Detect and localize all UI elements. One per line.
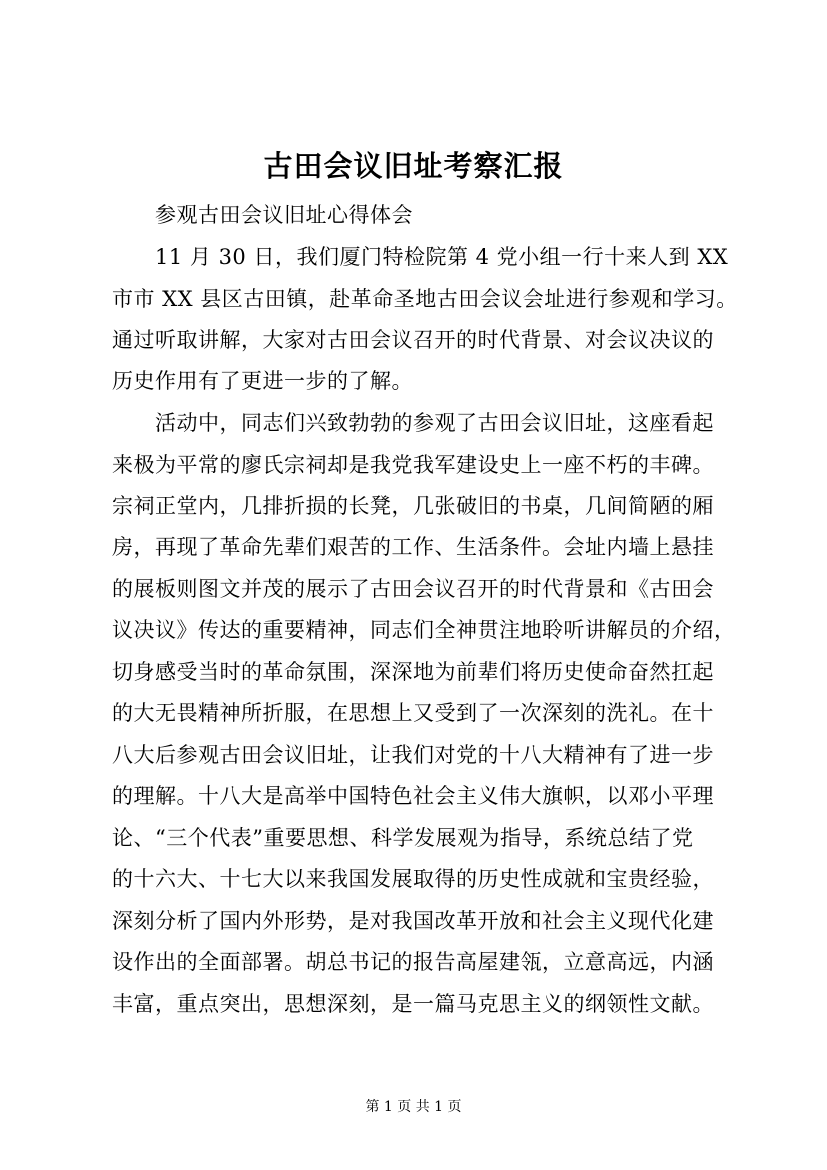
paragraph-line: 论、“三个代表”重要思想、科学发展观为指导，系统总结了党 — [112, 826, 694, 850]
paragraph-line: 活动中，同志们兴致勃勃的参观了古田会议旧址，这座看起 — [155, 411, 714, 435]
paragraph-line: 房，再现了革命先辈们艰苦的工作、生活条件。会址内墙上悬挂 — [112, 535, 714, 559]
paragraph-line: 的大无畏精神所折服，在思想上又受到了一次深刻的洗礼。在十 — [112, 701, 714, 725]
paragraph-line: 深刻分析了国内外形势，是对我国改革开放和社会主义现代化建 — [112, 909, 714, 933]
paragraph-line: 丰富，重点突出，思想深刻，是一篇马克思主义的纲领性文献。 — [112, 992, 714, 1016]
document-title: 古田会议旧址考察汇报 — [263, 149, 564, 183]
paragraph-line: 11 月 30 日，我们厦门特检院第 4 党小组一行十来人到 XX — [155, 245, 729, 269]
paragraph-line: 通过听取讲解，大家对古田会议召开的时代背景、对会议决议的 — [112, 328, 714, 352]
paragraph-line: 宗祠正堂内，几排折损的长凳，几张破旧的书桌，几间简陋的厢 — [112, 494, 714, 518]
page-footer: 第 1 页 共 1 页 — [365, 1099, 462, 1115]
paragraph-line: 议决议》传达的重要精神，同志们全神贯注地聆听讲解员的介绍， — [112, 618, 736, 642]
paragraph-line: 的十六大、十七大以来我国发展取得的历史性成就和宝贵经验， — [112, 867, 714, 891]
paragraph-line: 的展板则图文并茂的展示了古田会议召开的时代背景和《古田会 — [112, 577, 714, 601]
document-subtitle: 参观古田会议旧址心得体会 — [155, 203, 413, 227]
paragraph-line: 历史作用有了更进一步的了解。 — [112, 369, 413, 393]
paragraph-line: 切身感受当时的革命氛围，深深地为前辈们将历史使命奋然扛起 — [112, 660, 714, 684]
paragraph-line: 市市 XX 县区古田镇，赴革命圣地古田会议会址进行参观和学习。 — [112, 287, 738, 311]
paragraph-line: 来极为平常的廖氏宗祠却是我党我军建设史上一座不朽的丰碑。 — [112, 453, 714, 477]
paragraph-line: 设作出的全面部署。胡总书记的报告高屋建瓴，立意高远，内涵 — [112, 950, 714, 974]
paragraph-line: 的理解。十八大是高举中国特色社会主义伟大旗帜，以邓小平理 — [112, 784, 714, 808]
paragraph-line: 八大后参观古田会议旧址，让我们对党的十八大精神有了进一步 — [112, 743, 714, 767]
